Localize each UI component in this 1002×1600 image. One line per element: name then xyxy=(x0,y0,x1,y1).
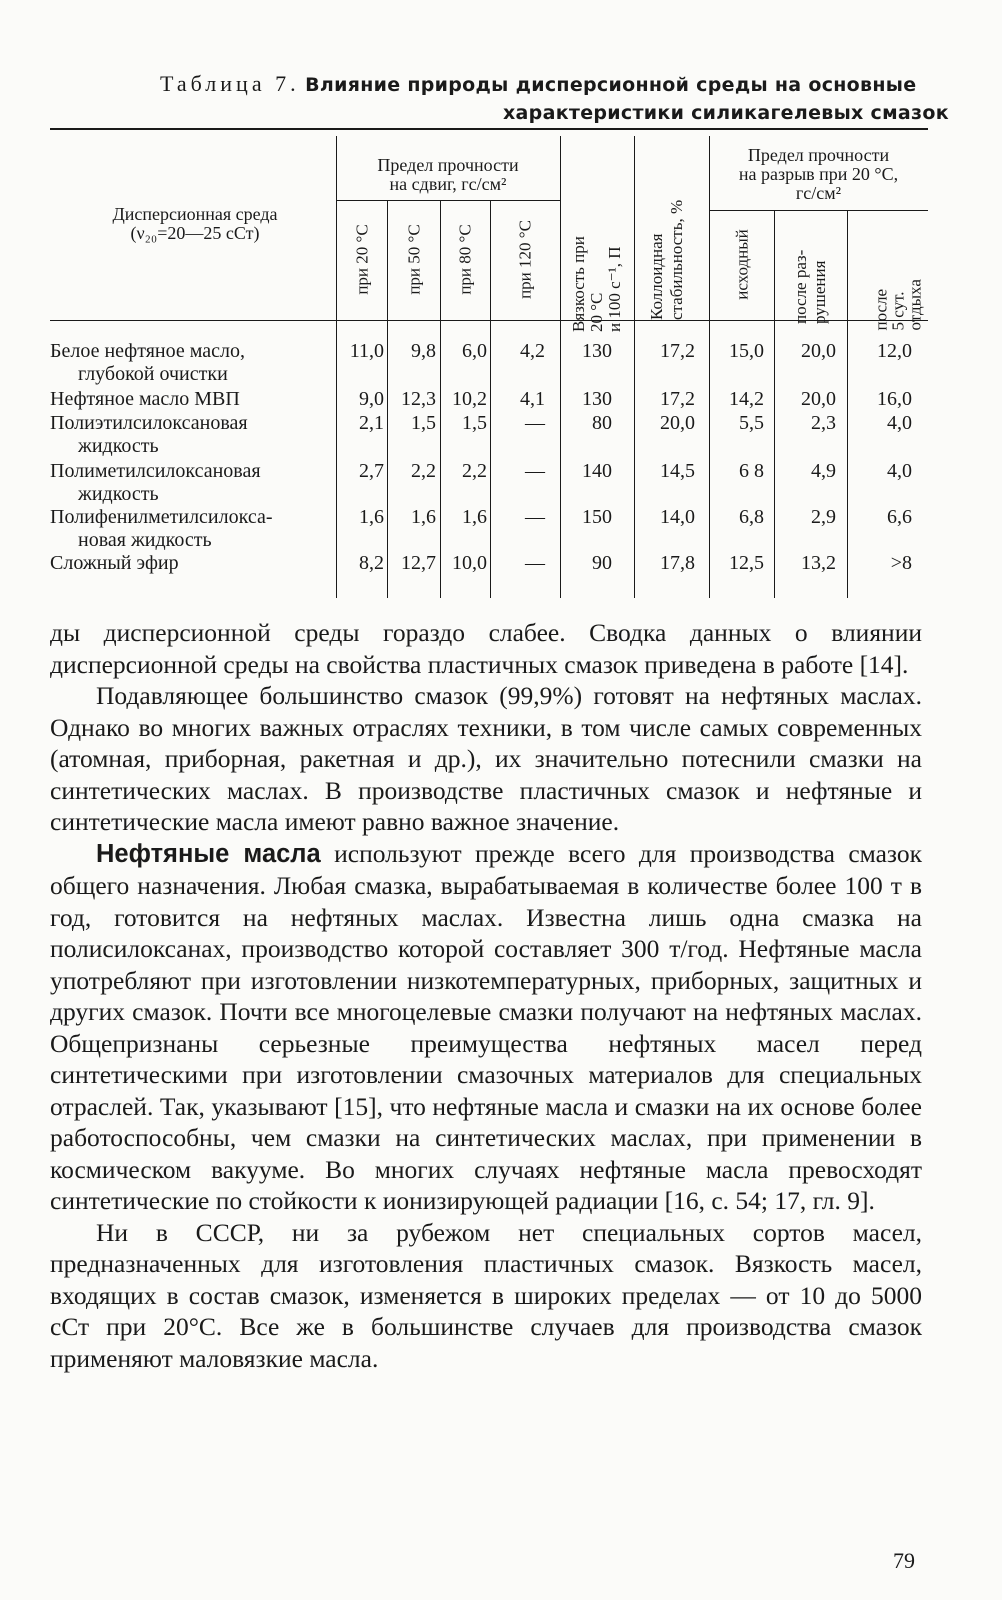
header-shear-col-20: при 20 °С xyxy=(352,224,372,295)
tensile-group-rule xyxy=(709,210,928,211)
paragraph-3 xyxy=(50,838,922,1217)
table-cell: 17,2 xyxy=(660,340,695,362)
header-tensile-after-line1: после раз- xyxy=(791,249,810,324)
table-cell: 4,2 xyxy=(520,340,545,362)
row-label xyxy=(50,340,334,386)
table-label: Таблица 7. xyxy=(160,71,300,96)
table-cell: 20,0 xyxy=(801,388,836,410)
table-cell: 16,0 xyxy=(877,388,912,410)
table-cell: 1,6 xyxy=(359,506,384,528)
table-cell: 140 xyxy=(582,460,612,482)
table-cell: 4,0 xyxy=(887,460,912,482)
header-tensile-after-rest xyxy=(873,231,924,331)
paragraph-3-lead: Нефтяные масла xyxy=(96,839,321,868)
table-title-line2: характеристики силикагелевых смазок xyxy=(503,102,949,124)
header-tensile-line1: Предел прочности xyxy=(747,145,890,165)
header-tensile-rest-line2: 5 сут. xyxy=(888,291,908,331)
table-cell: — xyxy=(525,460,545,482)
row-label-line1: Сложный эфир xyxy=(50,552,179,574)
row-label xyxy=(50,552,334,575)
table-cell: 4,9 xyxy=(811,460,836,482)
table-cell: 4,0 xyxy=(887,412,912,434)
table-cell: 15,0 xyxy=(729,340,764,362)
header-viscosity-line1: Вязкость при xyxy=(569,236,588,332)
table-cell: >8 xyxy=(890,552,912,574)
row-label-line1: Белое нефтяное масло, xyxy=(50,340,245,362)
header-shear-group xyxy=(336,156,560,194)
table-cell: 17,2 xyxy=(660,388,695,410)
row-label-line1: Полифенилметилсилокса- xyxy=(50,506,273,528)
table-cell: 80 xyxy=(592,412,612,434)
header-tensile-rest-line3: отдыха xyxy=(905,279,925,331)
shear-group-rule xyxy=(336,200,560,201)
body-text xyxy=(50,617,922,1374)
header-viscosity-line2: 20 °С xyxy=(587,292,606,332)
header-shear-line2: на сдвиг, гс/см² xyxy=(389,174,507,194)
header-viscosity xyxy=(570,162,624,332)
row-label-line2: жидкость xyxy=(78,435,159,457)
header-tensile-rest-line1: после xyxy=(871,288,891,331)
header-tensile-after-line2: рушения xyxy=(810,260,829,324)
row-label-line1: Полиметилсилоксановая xyxy=(50,460,261,482)
table-cell: 2,1 xyxy=(359,412,384,434)
table-top-rule xyxy=(50,128,928,130)
table-cell: 20,0 xyxy=(801,340,836,362)
row-label-line2: жидкость xyxy=(78,483,159,505)
header-colloid-line1: Коллоидная xyxy=(647,233,666,320)
table-cell: 2,2 xyxy=(462,460,487,482)
header-medium-line1: Дисперсионная среда xyxy=(112,204,278,224)
table-cell: 11,0 xyxy=(349,340,384,362)
table-cell: 1,6 xyxy=(411,506,436,528)
paragraph-1: ды дисперсионной среды гораздо слабее. Сводка данных о влиянии дисперсионной среды на свойства пластичных смазок приведена в работе [14]. xyxy=(50,618,922,679)
header-medium xyxy=(70,205,320,243)
header-tensile-initial: исходный xyxy=(732,229,752,300)
table-cell: 130 xyxy=(582,340,612,362)
header-tensile-after-destruction xyxy=(791,224,829,324)
row-label xyxy=(50,460,334,506)
table-cell: 2,7 xyxy=(359,460,384,482)
table-cell: 12,7 xyxy=(401,552,436,574)
table-cell: 9,8 xyxy=(411,340,436,362)
table-cell: 2,9 xyxy=(811,506,836,528)
table-cell: 12,3 xyxy=(401,388,436,410)
table-cell: 9,0 xyxy=(359,388,384,410)
table-cell: 12,0 xyxy=(877,340,912,362)
table-cell: 13,2 xyxy=(801,552,836,574)
row-label-line2: глубокой очистки xyxy=(78,363,228,385)
row-label xyxy=(50,412,334,458)
row-label-line1: Полиэтилсилоксановая xyxy=(50,412,248,434)
header-tensile-line3: гс/см² xyxy=(795,183,842,203)
header-shear-line1: Предел прочности xyxy=(377,155,519,175)
row-label xyxy=(50,388,334,411)
header-shear-col-50: при 50 °С xyxy=(404,224,424,295)
table-cell: 2,2 xyxy=(411,460,436,482)
header-tensile-line2: на разрыв при 20 °С, xyxy=(738,164,899,184)
table-cell: 1,5 xyxy=(411,412,436,434)
table-cell: 130 xyxy=(582,388,612,410)
header-colloid-line2: стабильность, % xyxy=(667,199,686,320)
header-colloid xyxy=(647,150,687,320)
row-label-line1: Нефтяное масло МВП xyxy=(50,388,240,410)
table-cell: 2,3 xyxy=(811,412,836,434)
header-shear-col-120: при 120 °С xyxy=(515,220,535,299)
table-cell: 150 xyxy=(582,506,612,528)
table-cell: 8,2 xyxy=(359,552,384,574)
paragraph-4: Ни в СССР, ни за рубежом нет специальных сортов масел, предназначенных для изготовления пластичных смазок. Вязкость масел, входящих в состав смазок, изменяется в широких пределах — от 10 до 5000 сСт при 20°С. Все же в большинстве случаев для производства смазок применяют маловязкие масла. xyxy=(50,1217,922,1373)
table-cell: 6,6 xyxy=(887,506,912,528)
paragraph-2: Подавляющее большинство смазок (99,9%) готовят на нефтяных маслах. Однако во многих важных отраслях техники, в том числе самых современных (атомная, приборная, ракетная и др.), их значительно потеснили смазки на синтетических маслах. В производстве пластичных смазок и нефтяные и синтетические масла имеют равно важное значение. xyxy=(50,681,922,836)
row-label xyxy=(50,506,334,552)
table-cell: 1,6 xyxy=(462,506,487,528)
table-cell: 90 xyxy=(592,552,612,574)
header-viscosity-line3: и 100 с⁻¹, П xyxy=(605,246,624,332)
table-cell: 10,2 xyxy=(452,388,487,410)
table-cell: — xyxy=(525,412,545,434)
table-cell: — xyxy=(525,506,545,528)
table-cell: 14,5 xyxy=(660,460,695,482)
table-cell: 10,0 xyxy=(452,552,487,574)
header-tensile-group xyxy=(709,146,928,203)
table-cell: 6 8 xyxy=(739,460,764,482)
table-cell: 20,0 xyxy=(660,412,695,434)
table-cell: 6,8 xyxy=(739,506,764,528)
table-caption xyxy=(160,70,960,127)
table-cell: 12,5 xyxy=(729,552,764,574)
table-cell: 6,0 xyxy=(462,340,487,362)
row-label-line2: новая жидкость xyxy=(78,529,212,551)
paragraph-3-text: используют прежде всего для производства смазок общего назначения. Любая смазка, вырабатываемая в количестве более 100 т в год, готовится на нефтяных маслах. Известна лишь одна смазка на полисилоксанах, производство которой составляет 300 т/год. Нефтяные масла употребляют при изготовлении низкотемпературных, приборных, защитных и других смазок. Почти все многоцелевые смазки получают на нефтяных маслах. Общепризнаны серьезные преимущества нефтяных масел перед синтетическими при изготовлении смазочных материалов для специальных отраслей. Так, указывают [15], что нефтяные масла и смазки на их основе более работоспособны, чем смазки на синтетических маслах, при применении в космическом вакууме. Во многих случаях нефтяные масла превосходят синтетические по стойкости к ионизирующей радиации [16, с. 54; 17, гл. 9]. xyxy=(50,838,922,1215)
table-cell: 5,5 xyxy=(739,412,764,434)
page-number: 79 xyxy=(893,1548,915,1573)
table-cell: 14,2 xyxy=(729,388,764,410)
table-cell: 17,8 xyxy=(660,552,695,574)
header-shear-col-80: при 80 °С xyxy=(455,224,475,295)
header-medium-line2: (ν₂₀=20—25 сСт) xyxy=(130,223,260,243)
table-cell: 14,0 xyxy=(660,506,695,528)
table-cell: — xyxy=(525,552,545,574)
table-cell: 4,1 xyxy=(520,388,545,410)
table-title-line1: Влияние природы дисперсионной среды на основные xyxy=(305,74,917,96)
table-cell: 1,5 xyxy=(462,412,487,434)
